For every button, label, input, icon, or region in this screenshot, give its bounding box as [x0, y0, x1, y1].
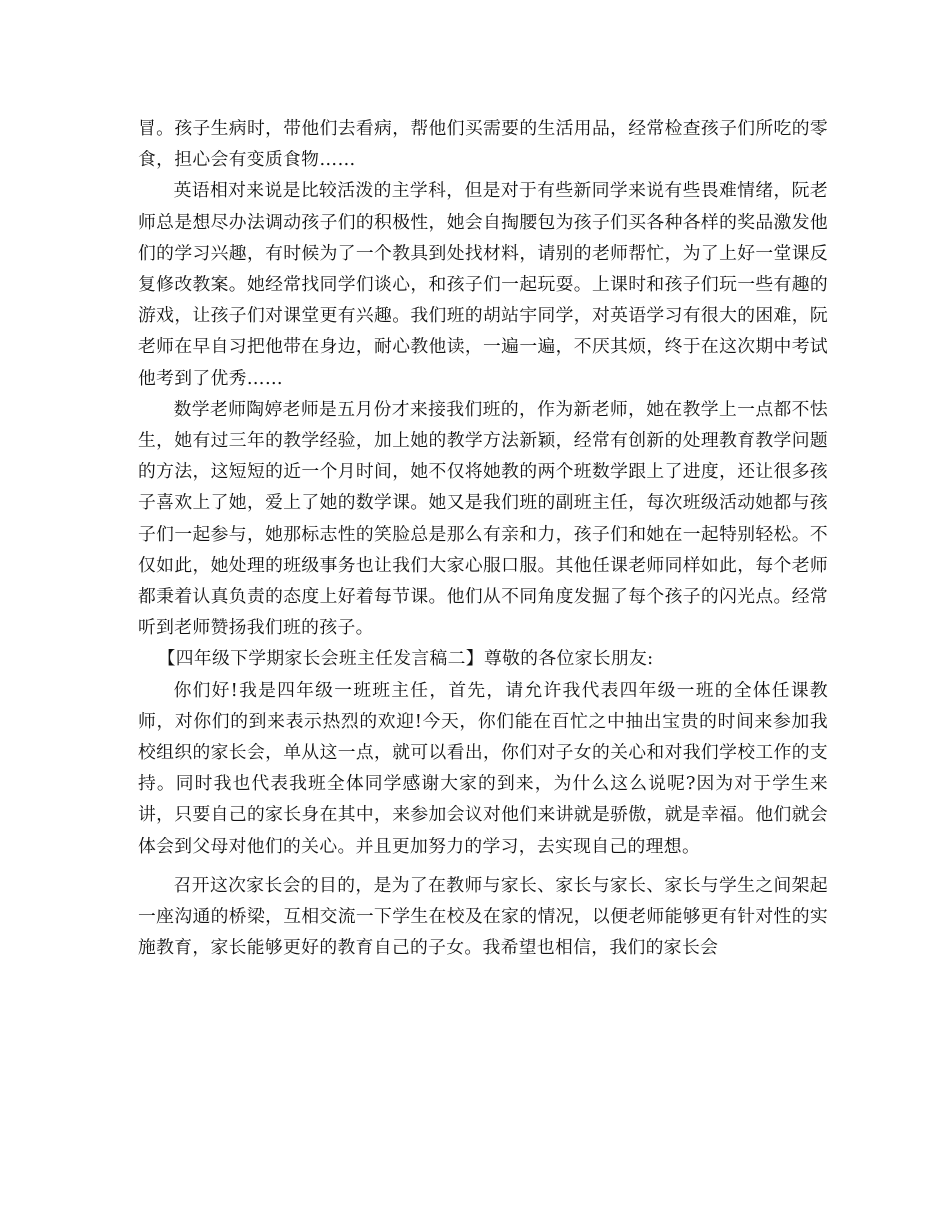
- paragraph-gap: [138, 862, 828, 870]
- document-page: [138, 113, 828, 963]
- paragraph-english-teacher: 英语相对来说是比较活泼的主学科，但是对于有些新同学来说有些畏难情绪，阮老师总是想尽办法调动孩子们的积极性，她会自掏腰包为孩子们买各种各样的奖品激发他们的学习兴趣，有时候为了一个教具到处找材料，请别的老师帮忙，为了上好一堂课反复修改教案。她经常找同学们谈心，和孩子们一起玩耍。上课时和孩子们玩一些有趣的游戏，让孩子们对课堂更有兴趣。我们班的胡站宇同学，对英语学习有很大的困难，阮老师在早自习把他带在身边，耐心教他读，一遍一遍，不厌其烦，终于在这次期中考试他考到了优秀……: [138, 180, 828, 389]
- paragraph-continued: 冒。孩子生病时，带他们去看病，帮他们买需要的生活用品，经常检查孩子们所吃的零食，担心会有变质食物……: [138, 118, 828, 171]
- paragraph-math-teacher: 数学老师陶婷老师是五月份才来接我们班的，作为新老师，她在教学上一点都不怯生，她有过三年的教学经验，加上她的教学方法新颖，经常有创新的处理教育教学问题的方法，这短短的近一个月时间，她不仅将她教的两个班数学跟上了进度，还让很多孩子喜欢上了她，爱上了她的数学课。她又是我们班的副班主任，每次班级活动她都与孩子们一起参与，她那标志性的笑脸总是那么有亲和力，孩子们和她在一起特别轻松。不仅如此，她处理的班级事务也让我们大家心服口服。其他任课老师同样如此，每个老师都秉着认真负责的态度上好着每节课。他们从不同角度发掘了每个孩子的闪光点。经常听到老师赞扬我们班的孩子。: [138, 398, 828, 639]
- section-heading: 【四年级下学期家长会班主任发言稿二】尊敬的各位家长朋友:: [157, 648, 654, 670]
- paragraph-greeting: 你们好!我是四年级一班班主任，首先，请允许我代表四年级一班的全体任课教师，对你们的到来表示热烈的欢迎!今天，你们能在百忙之中抽出宝贵的时间来参加我校组织的家长会，单从这一点，就可以看出，你们对子女的关心和对我们学校工作的支持。同时我也代表我班全体同学感谢大家的到来，为什么这么说呢?因为对于学生来讲，只要自己的家长身在其中，来参加会议对他们来讲就是骄傲，就是幸福。他们就会体会到父母对他们的关心。并且更加努力的学习，去实现自己的理想。: [138, 679, 828, 857]
- paragraph-meeting-purpose: 召开这次家长会的目的，是为了在教师与家长、家长与家长、家长与学生之间架起一座沟通的桥梁，互相交流一下学生在校及在家的情况，以便老师能够更有针对性的实施教育，家长能够更好的教育自己的子女。我希望也相信，我们的家长会: [138, 874, 828, 959]
